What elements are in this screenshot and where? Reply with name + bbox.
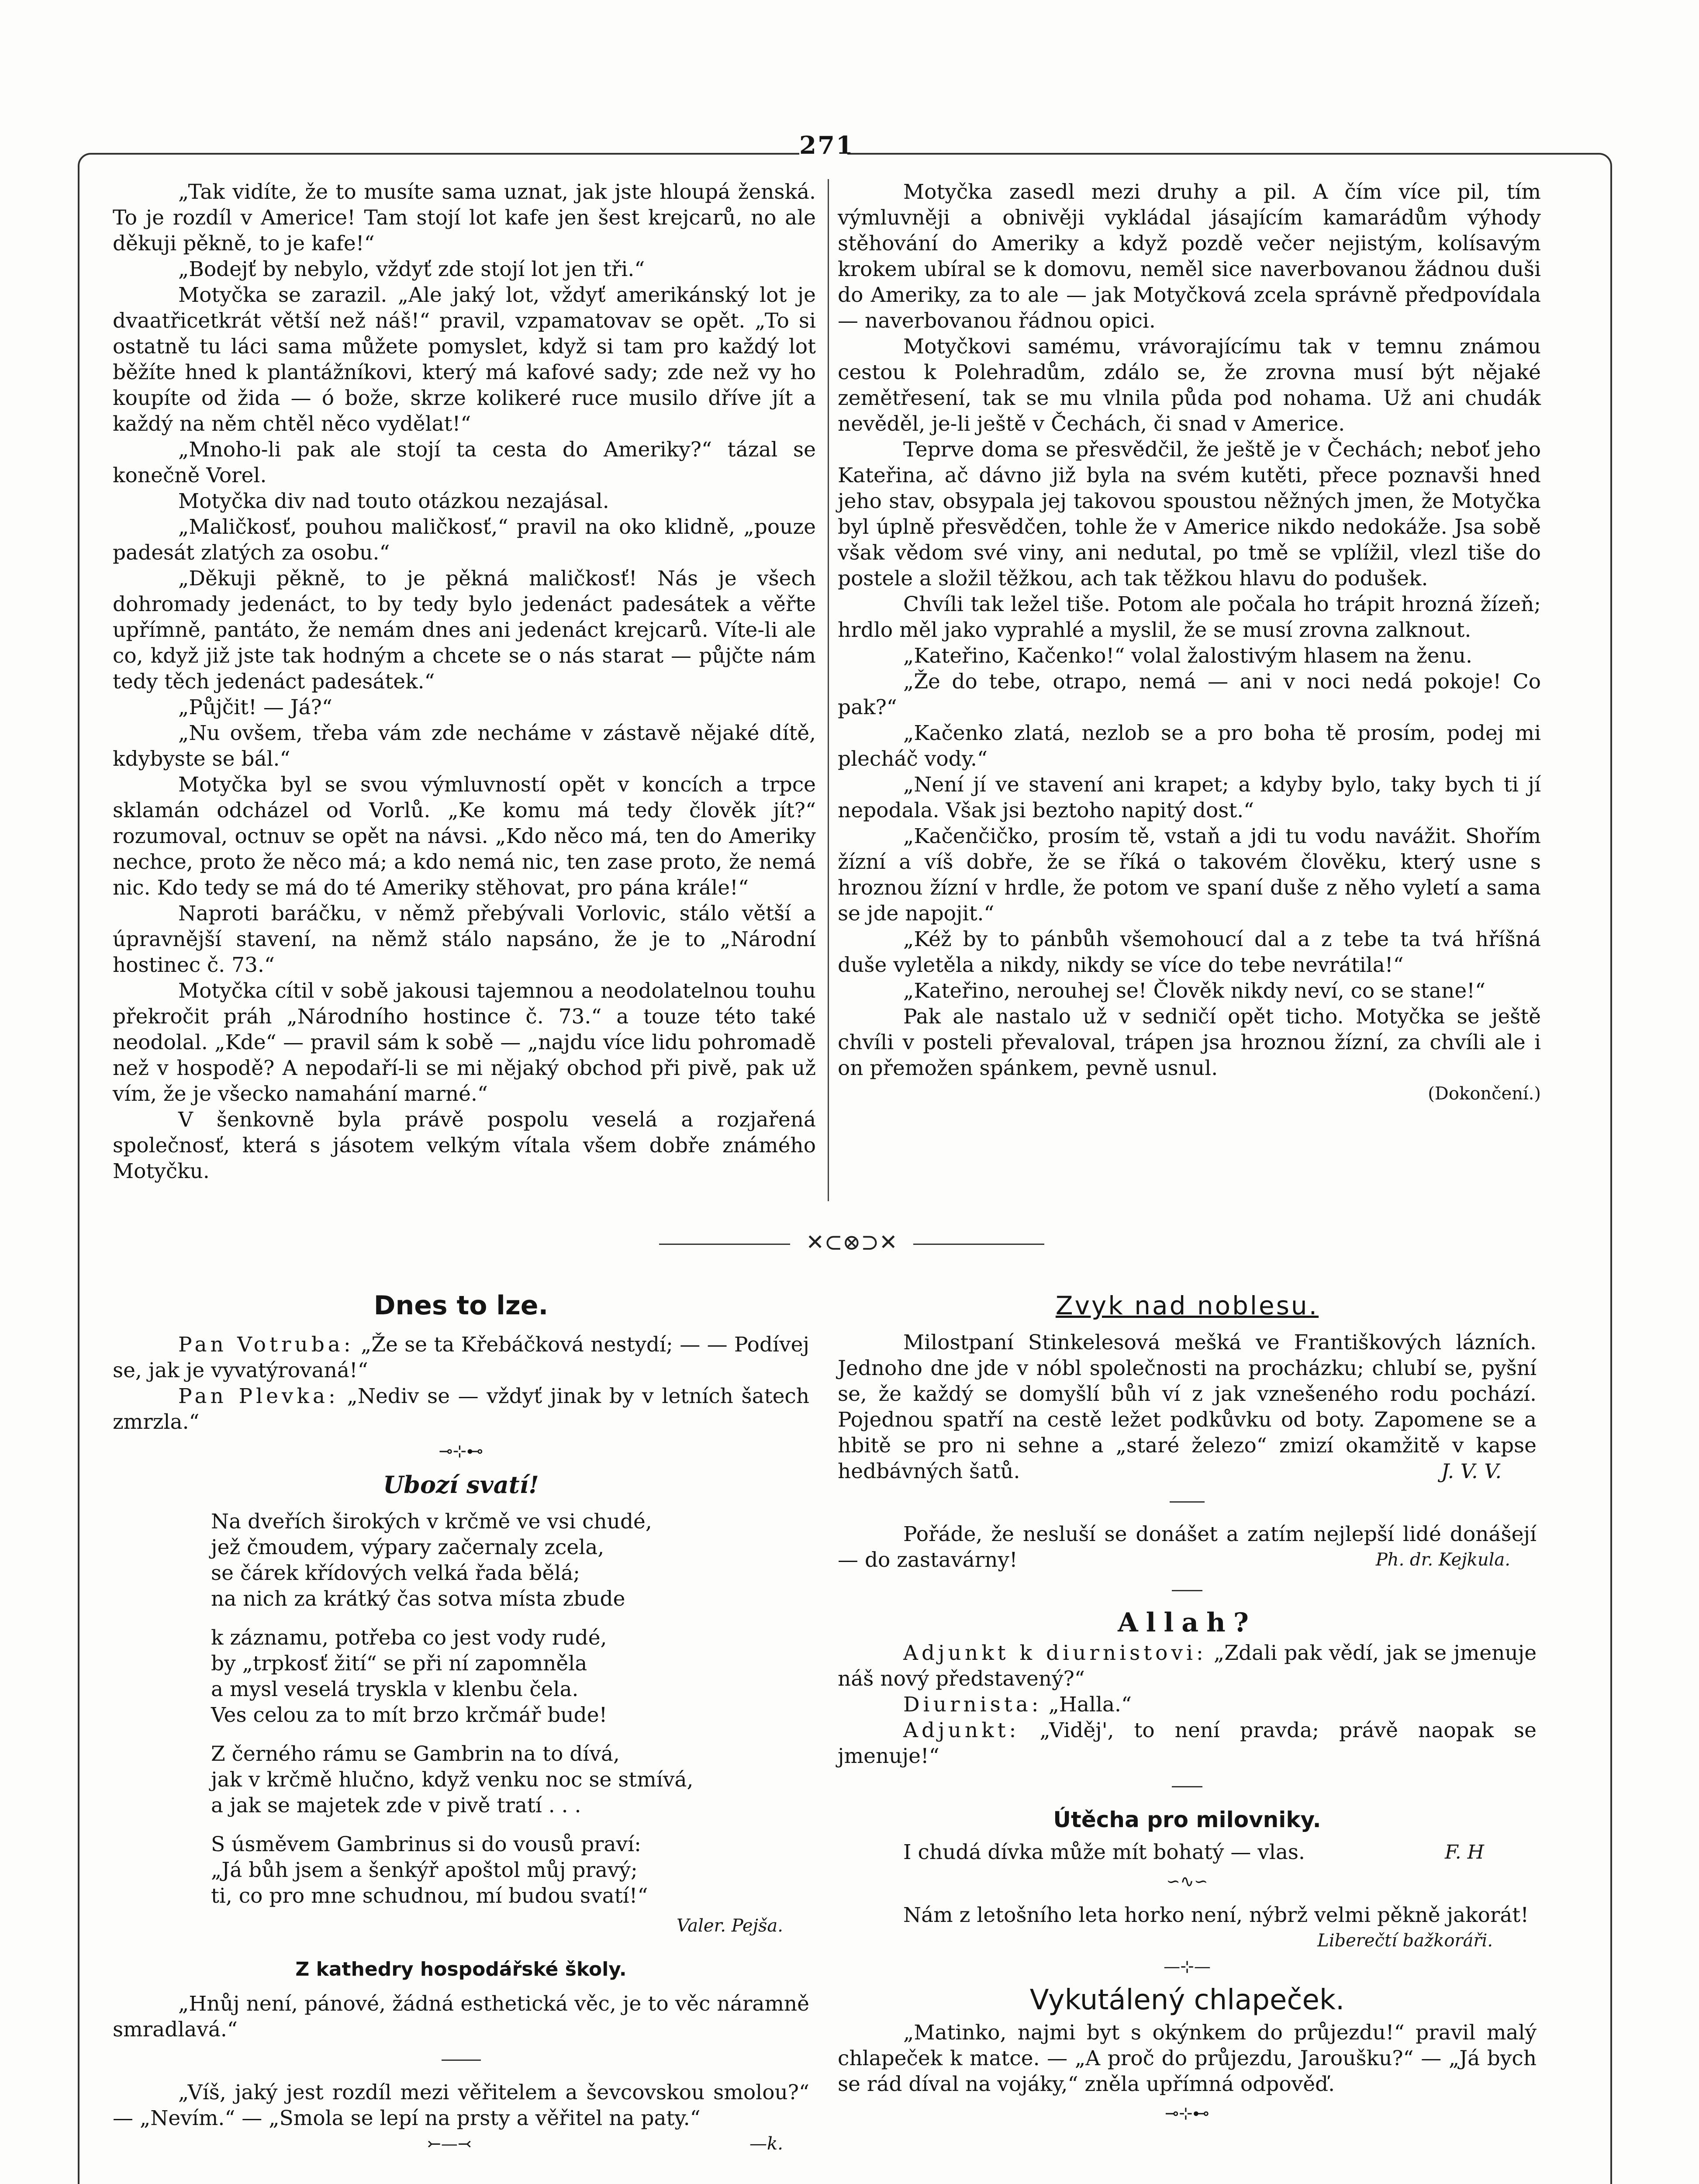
- allah-speaker-1: Adjunkt k diurnistovi:: [903, 1641, 1207, 1665]
- story-paragraph: Teprve doma se přesvědčil, že ještě je v Čechách; neboť jeho Kateřina, ač dávno již byla na svém kutěti, přece poznavši hned jeho stav, obsypala jej takovou spoustou něžných jmen, že Motyčka byl úplně přesvědčen, tohle že v Americe nikdo nedokáže. Jsa sobě však vědom své viny, ani nedutal, po tmě se vplížil, vlezl tiše do postele a složil těžkou, ach tak těžkou hlavu do podušek.: [838, 438, 1541, 591]
- story-paragraph: Motyčka se zarazil. „Ale jaký lot, vždyť amerikánský lot je dvaatřicetkrát větší než náš!“ pravil, vzpamatovav se opět. „To si ostatně tu láci sama můžete pomyslet, když si tam pro každý lot běžíte hned k plantážníkovi, který má kafové sady; zde než vy ho koupíte od žida — ó bože, skrze kolikeré ruce musilo dříve jít a každý na něm chtěl něco vydělat!“: [113, 283, 816, 436]
- story-right-column: [838, 179, 1541, 1107]
- story-paragraph: Naproti baráčku, v němž přebývali Vorlovic, stálo větší a úpravnější stavení, na němž stálo napsáno, že je to „Národní hostinec č. 73.“: [113, 902, 816, 977]
- story-paragraph: „Maličkosť, pouhou maličkosť,“ pravil na oko klidně, „pouze padesát zlatých za osobu.“: [113, 515, 816, 565]
- kathedra-text-2: „Víš, jaký jest rozdíl mezi věřitelem a ševcovskou smolou?“ — „Nevím.“ — „Smola se lepí na prsty a věřitel na paty.“: [113, 2080, 809, 2130]
- utecha-title: Útěcha pro milovniky.: [1053, 1807, 1321, 1832]
- kathedra-author: —k.: [749, 2134, 783, 2154]
- poem-line: by „trpkosť žití“ se při ní zapomněla: [211, 1652, 587, 1676]
- kathedra-footer: [113, 2131, 809, 2157]
- dnes-line-2: [113, 1383, 809, 1435]
- vykutaleny-ornament: ⊸⊹⊷: [1165, 2104, 1209, 2123]
- story-paragraph: „Mnoho-li pak ale stojí ta cesta do Ameriky?“ tázal se konečně Vorel.: [113, 438, 816, 487]
- poem-line: Na dveřích širokých v krčmě ve vsi chudé,: [211, 1510, 652, 1534]
- dnes-text-2: „Nediv se — vždyť jinak by v letních šatech zmrzla.“: [113, 1384, 809, 1434]
- vykutaleny-title: Vykutálený chlapeček.: [1029, 1984, 1345, 2016]
- story-paragraph: „Není jí ve stavení ani krapet; a kdyby bylo, taky bych ti jí nepodala. Však jsi beztoho napitý dost.“: [838, 773, 1541, 822]
- poem-title: Ubozí svatí!: [383, 1471, 539, 1499]
- poem-line: a mysl veselá tryskla v klenbu čela.: [211, 1677, 579, 1701]
- utecha-text-2: Nám z letošního leta horko není, nýbrž velmi pěkně jakorát!: [903, 1903, 1529, 1927]
- page-number: 271: [799, 131, 854, 160]
- allah-speaker-3: Adjunkt:: [903, 1718, 1020, 1742]
- story-paragraph: „Půjčit! — Já?“: [178, 695, 332, 719]
- zvyk-author: J. V. V.: [1441, 1459, 1502, 1483]
- story-paragraph: Motyčkovi samému, vrávorajícímu tak v temnu známou cestou k Polehradům, zdálo se, že zrovna musí být nějaké zemětřesení, tak se mu vlnila půda pod nohama. Už ani chudák nevěděl, je-li ještě v Čechách, či snad v Americe.: [838, 335, 1541, 436]
- story-paragraph: „Kéž by to pánbůh všemohoucí dal a z tebe ta tvá hříšná duše vyletěla a nikdy, nikdy se více do tebe nevrátila!“: [838, 927, 1541, 977]
- utecha-line: [838, 1839, 1537, 1865]
- story-paragraph: „Tak vidíte, že to musíte sama uznat, jak jste hloupá ženská. To je rozdíl v Americe! Tam stojí lot kafe jen šest krejcarů, no ale děkuji pěkně, to je kafe!“: [113, 180, 816, 256]
- allah-text-2: „Halla.“: [1048, 1693, 1132, 1717]
- column-divider: [828, 179, 829, 1201]
- dnes-line-1: [113, 1332, 809, 1383]
- jokes-left-column: [113, 1290, 809, 2157]
- story-paragraph: „Bodejť by nebylo, vždyť zde stojí lot jen tři.“: [178, 257, 645, 281]
- allah-title: Allah?: [1118, 1607, 1257, 1638]
- story-paragraph: Motyčka byl se svou výmluvností opět v koncích a trpce sklamán odcházel od Vorlů. „Ke komu má tedy člověk jít?“ rozumoval, octnuv se opět na návsi. „Kdo něco má, ten do Ameriky nechce, proto že něco má; a kdo nemá nic, ten zase proto, že nemá nic. Kdo tedy se má do té Ameriky stěhovat, pro pána krále!“: [113, 773, 816, 900]
- poem-line: S úsměvem Gambrinus si do vousů praví:: [211, 1832, 641, 1856]
- dnes-ornament: ⊸⊹⊷: [439, 1441, 483, 1461]
- story-paragraph: Pak ale nastalo už v sedničí opět ticho. Motyčka se ještě chvíli v posteli převaloval, trápen jsa hroznou žízní, za chvíli ale i on přemožen spánkem, pevně usnul.: [838, 1005, 1541, 1080]
- jokes-right-column: [838, 1293, 1537, 2134]
- allah-speaker-2: Diurnista:: [903, 1693, 1042, 1717]
- poem-line: na nich za krátký čas sotva místa zbude: [211, 1587, 625, 1611]
- story-paragraph: Chvíli tak ležel tiše. Potom ale počala ho trápit hrozná žízeň; hrdlo měl jako vyprahlé a myslil, že se musí zrovna zalknout.: [838, 592, 1541, 642]
- utecha-author-2: Liberečtí bažkoráři.: [1317, 1931, 1493, 1951]
- kathedra-ornament-2: ⤚—⤙: [427, 2134, 472, 2153]
- poem-line: Ves celou za to mít brzo krčmář bude!: [211, 1703, 608, 1727]
- allah-text-1: „Zdali pak vědí, jak se jmenuje náš nový představený?“: [838, 1641, 1537, 1691]
- utecha-ornament: ∽∿∽: [1166, 1872, 1208, 1891]
- poem-body: [211, 1509, 809, 1909]
- vykutaleny-text: „Matinko, najmi byt s okýnkem do průjezdu!“ pravil malý chlapeček k matce. — „A proč do průjezdu, Jaroušku?“ — „Já bych se rád díval na vojáky,“ zněla upřímná odpověď.: [838, 2021, 1537, 2096]
- poem-line: jež čmoudem, výpary začernaly zcela,: [211, 1535, 604, 1559]
- poem-line: se čárek křídových velká řada bělá;: [211, 1561, 580, 1585]
- story-paragraph: „Děkuji pěkně, to je pěkná maličkosť! Nás je všech dohromady jedenáct, to by tedy bylo jedenáct padesátek a věřte upřímně, pantáto, že nemám dnes ani jedenáct krejcarů. Víte-li ale co, když již jste tak hodným a chcete se o nás starat — půjčte nám tedy těch jedenáct padesátek.“: [113, 567, 816, 694]
- story-paragraph: „Že do tebe, otrapo, nemá — ani v noci nedá pokoje! Co pak?“: [838, 670, 1541, 719]
- allah-ornament: [838, 1773, 1537, 1798]
- zvyk-note-author: Ph. dr. Kejkula.: [1375, 1550, 1510, 1570]
- poem-line: k záznamu, potřeba co jest vody rudé,: [211, 1626, 607, 1650]
- poem-line: a jak se majetek zde v pivě tratí . . .: [211, 1794, 581, 1818]
- dnes-speaker-1: Pan Votruba:: [178, 1333, 354, 1357]
- utecha-ornament-2: —⊹—: [1164, 1957, 1211, 1976]
- poem-stanza: [211, 1625, 809, 1728]
- story-paragraph: „Kačenčičko, prosím tě, vstaň a jdi tu vodu navážit. Shořím žízní a víš dobře, že se říká o takovém člověku, který usne s hroznou žízní v hrdle, že potom ve spaní duše z něho vyletí a sama se jde napojit.“: [838, 824, 1541, 926]
- section-divider: [633, 1230, 1070, 1255]
- utecha-author: F. H: [1444, 1841, 1484, 1863]
- poem-stanza: [211, 1509, 809, 1612]
- poem-stanza: [211, 1741, 809, 1818]
- poem-line: jak v krčmě hlučno, když venku noc se stmívá,: [211, 1768, 694, 1792]
- story-paragraph: V šenkovně byla právě pospolu veselá a rozjařená společnosť, která s jásotem velkým vítala všem dobře známého Motyčku.: [113, 1108, 816, 1183]
- story-paragraph: „Kateřino, nerouhej se! Člověk nikdy neví, co se stane!“: [903, 979, 1486, 1003]
- zvyk-text: [838, 1330, 1537, 1484]
- zvyk-body: Milostpaní Stinkelesová mešká ve Františkových lázních. Jednoho dne jde v nóbl společnosti na procházku; chlubí se, pyšní se, že každý se domyšlí bůh ví z jak vznešeného rodu pochází. Pojednou spatří na cestě ležet podkůvku od boty. Zapomene se a hbitě se pro ni sehne a „staré železo“ zmizí okamžitě v kapse hedbávných šatů.: [838, 1330, 1537, 1483]
- story-paragraph: „Nu ovšem, třeba vám zde necháme v zástavě nějaké dítě, kdybyste se bál.“: [113, 721, 816, 771]
- zvyk-note-text: Pořáde, že nesluší se donášet a zatím nejlepší lidé donášejí — do zastavárny!: [838, 1522, 1537, 1572]
- allah-text-3: „Viděj', to není pravda; právě naopak se jmenuje!“: [838, 1718, 1537, 1768]
- story-paragraph: Motyčka div nad touto otázkou nezajásal.: [178, 489, 609, 513]
- divider-line-left: [659, 1244, 790, 1245]
- poem-line: Z černého rámu se Gambrin na to dívá,: [211, 1742, 620, 1766]
- dnes-text-1: „Že se ta Křebáčková nestydí; — — Podívej se, jak je vyvatýrovaná!“: [113, 1333, 809, 1382]
- dnes-title: Dnes to lze.: [373, 1290, 549, 1321]
- kathedra-ornament-1: [113, 2046, 809, 2072]
- zvyk-note: [838, 1521, 1537, 1573]
- poem-line: „Já bůh jsem a šenkýř apoštol můj pravý;: [211, 1858, 638, 1882]
- poem-stanza: [211, 1832, 809, 1909]
- poem-line: ti, co pro mne schudnou, mí budou svatí!“: [211, 1884, 648, 1908]
- story-end-note: (Dokončení.): [1428, 1084, 1541, 1104]
- allah-line-1: [838, 1640, 1537, 1692]
- story-paragraph: Motyčka zasedl mezi druhy a pil. A čím více pil, tím výmluvněji a obnivěji vykládal jásajícím kamarádům výhody stěhování do Ameriky a když pozdě večer nejistým, kolísavým krokem ubíral se k domovu, neměl sice naverbovanou žádnou duši do Ameriky, za to ale — jak Motyčková zcela správně předpovídala — naverbovanou řádnou opici.: [838, 180, 1541, 333]
- kathedra-text-1: „Hnůj není, pánové, žádná esthetická věc, je to věc náramně smradlavá.“: [113, 1992, 809, 2042]
- story-paragraph: Motyčka cítil v sobě jakousi tajemnou a neodolatelnou touhu překročit práh „Národního hostince č. 73.“ a touze této také neodolal. „Kde“ — pravil sám k sobě — „najdu více lidu pohromadě než v hospodě? A nepodaří-li se mi nějaký obchod při pivě, pak už vím, že je všecko namahání marné.“: [113, 979, 816, 1106]
- note-ornament: [838, 1576, 1537, 1602]
- utecha-line-2: [838, 1902, 1537, 1951]
- allah-line-3: [838, 1717, 1537, 1769]
- divider-ornament: ✕⊂⊗⊃✕: [806, 1230, 898, 1255]
- allah-line-2: [838, 1692, 1537, 1717]
- story-left-column: [113, 179, 816, 1184]
- poem-author: Valer. Pejša.: [677, 1916, 783, 1936]
- divider-line-right: [913, 1244, 1044, 1245]
- kathedra-title: Z kathedry hospodářské školy.: [295, 1958, 627, 1980]
- zvyk-title: Zvyk nad noblesu.: [1055, 1291, 1319, 1320]
- utecha-text: I chudá dívka může mít bohatý — vlas.: [903, 1840, 1305, 1864]
- dnes-speaker-2: Pan Plevka:: [178, 1384, 339, 1408]
- zvyk-ornament: [838, 1488, 1537, 1514]
- story-paragraph: „Kačenko zlatá, nezlob se a pro boha tě prosím, podej mi plecháč vody.“: [838, 721, 1541, 771]
- story-paragraph: „Kateřino, Kačenko!“ volal žalostivým hlasem na ženu.: [903, 644, 1472, 668]
